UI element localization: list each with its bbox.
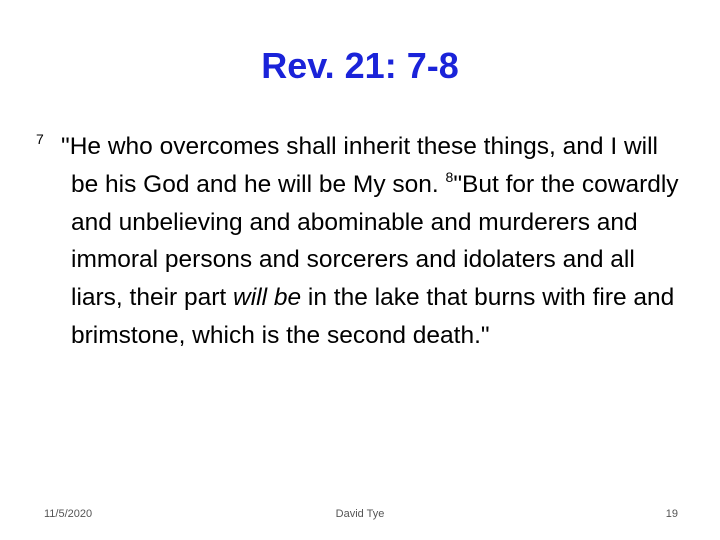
scripture-paragraph [36,128,686,355]
verse-number-7: 7 [36,131,44,147]
verse-number-8: 8 [445,168,454,185]
footer-date: 11/5/2020 [44,508,93,520]
footer-page-number: 19 [665,508,678,520]
scripture-body [36,128,686,355]
footer-author: David Tye [335,508,385,520]
verse-8-italic: will be [233,284,302,312]
verse-8-text-b: in the lake that burns with fire and brimstone, which is the second death." [71,284,675,349]
verse-7-text: "He who overcomes shall inherit these things, and I will be his God and he will be My son. [61,133,658,198]
slide-title: Rev. 21: 7-8 [261,45,459,86]
verse-8-text-a: "But for the cowardly and unbelieving and abominable and murderers and immoral persons and sorcerers and idolaters and all liars, their part [71,170,679,312]
